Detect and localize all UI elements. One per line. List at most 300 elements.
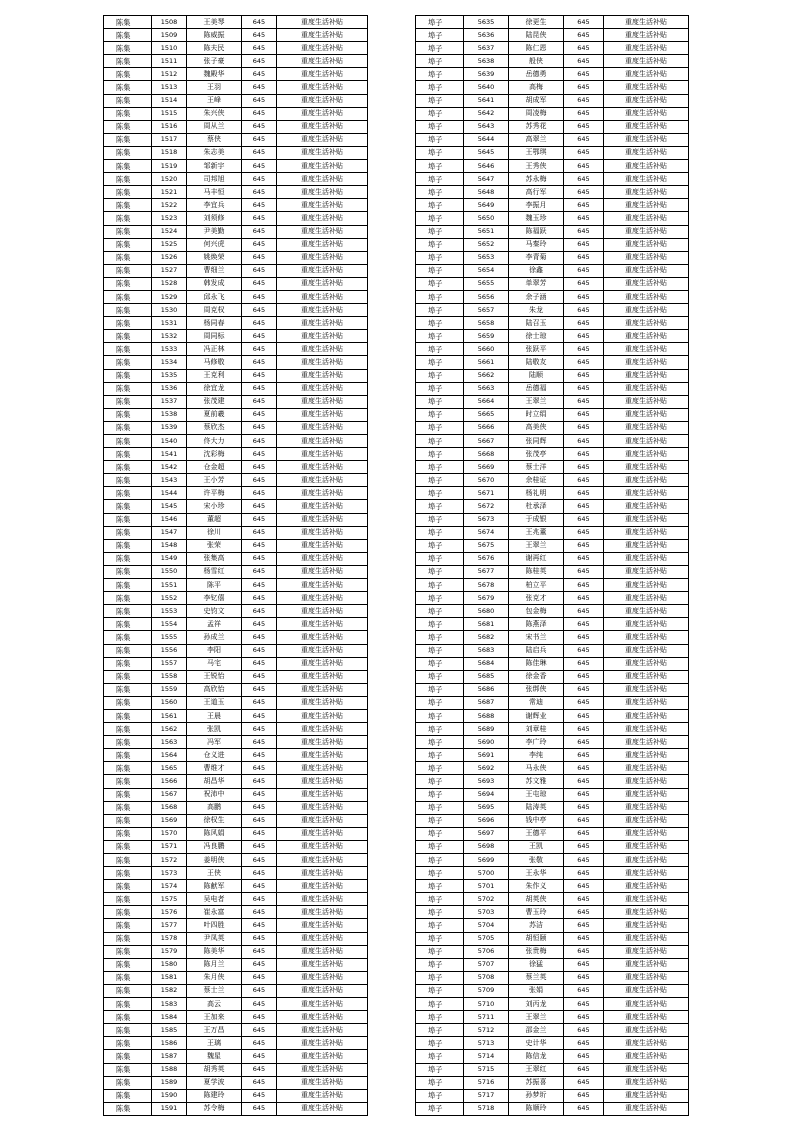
amount-cell: 645 [242,1024,277,1037]
amount-cell: 645 [564,906,604,919]
amount-cell: 645 [242,81,277,94]
table-row [416,814,689,827]
table-row [416,696,689,709]
amount-cell: 645 [564,854,604,867]
amount-cell: 645 [564,788,604,801]
town-cell: 埠子 [416,1011,464,1024]
town-cell: 陈集 [104,880,152,893]
town-cell: 陈集 [104,644,152,657]
amount-cell: 645 [564,971,604,984]
name-cell: 马宅 [187,657,242,670]
id-cell: 1509 [152,29,187,42]
table-row [104,1050,368,1063]
name-cell: 陆涛英 [509,801,564,814]
table-row [416,513,689,526]
table-row [104,827,368,840]
id-cell: 1514 [152,94,187,107]
amount-cell: 645 [564,696,604,709]
id-cell: 5701 [464,880,509,893]
name-cell: 高鹏 [187,801,242,814]
subsidy-type-cell: 重度生活补贴 [277,984,368,997]
town-cell: 陈集 [104,618,152,631]
id-cell: 1519 [152,160,187,173]
name-cell: 张子豪 [187,55,242,68]
subsidy-type-cell: 重度生活补贴 [604,605,689,618]
subsidy-type-cell: 重度生活补贴 [277,906,368,919]
name-cell: 史计华 [509,1037,564,1050]
id-cell: 1565 [152,762,187,775]
amount-cell: 645 [242,238,277,251]
subsidy-type-cell: 重度生活补贴 [604,160,689,173]
town-cell: 埠子 [416,723,464,736]
amount-cell: 645 [564,435,604,448]
table-row [104,81,368,94]
amount-cell: 645 [242,1089,277,1102]
amount-cell: 645 [564,592,604,605]
amount-cell: 645 [242,998,277,1011]
town-cell: 陈集 [104,107,152,120]
amount-cell: 645 [564,513,604,526]
id-cell: 5696 [464,814,509,827]
subsidy-type-cell: 重度生活补贴 [604,55,689,68]
id-cell: 1576 [152,906,187,919]
name-cell: 张跃平 [509,343,564,356]
id-cell: 1525 [152,238,187,251]
subsidy-type-cell: 重度生活补贴 [604,762,689,775]
name-cell: 王凯 [509,840,564,853]
subsidy-type-cell: 重度生活补贴 [604,304,689,317]
town-cell: 埠子 [416,277,464,290]
table-row [416,55,689,68]
subsidy-type-cell: 重度生活补贴 [604,264,689,277]
table-row [104,971,368,984]
amount-cell: 645 [564,801,604,814]
id-cell: 1522 [152,199,187,212]
table-row [416,382,689,395]
amount-cell: 645 [564,1102,604,1115]
table-row [104,369,368,382]
subsidy-type-cell: 重度生活补贴 [604,421,689,434]
id-cell: 5643 [464,120,509,133]
id-cell: 1566 [152,775,187,788]
subsidy-type-cell: 重度生活补贴 [604,801,689,814]
name-cell: 岳德勇 [509,68,564,81]
id-cell: 1575 [152,893,187,906]
town-cell: 陈集 [104,579,152,592]
amount-cell: 645 [242,762,277,775]
table-row [416,225,689,238]
amount-cell: 645 [564,775,604,788]
town-cell: 陈集 [104,461,152,474]
town-cell: 埠子 [416,330,464,343]
town-cell: 埠子 [416,369,464,382]
subsidy-type-cell: 重度生活补贴 [604,919,689,932]
name-cell: 苏令梅 [187,1102,242,1115]
town-cell: 陈集 [104,631,152,644]
table-row [416,251,689,264]
town-cell: 陈集 [104,264,152,277]
town-cell: 埠子 [416,945,464,958]
id-cell: 5710 [464,998,509,1011]
town-cell: 埠子 [416,867,464,880]
id-cell: 1512 [152,68,187,81]
subsidy-type-cell: 重度生活补贴 [277,435,368,448]
subsidy-type-cell: 重度生活补贴 [277,526,368,539]
amount-cell: 645 [242,971,277,984]
amount-cell: 645 [242,251,277,264]
town-cell: 埠子 [416,592,464,605]
table-row [104,277,368,290]
id-cell: 1508 [152,16,187,29]
town-cell: 埠子 [416,474,464,487]
subsidy-type-cell: 重度生活补贴 [604,94,689,107]
amount-cell: 645 [242,212,277,225]
amount-cell: 645 [564,461,604,474]
amount-cell: 645 [242,919,277,932]
subsidy-type-cell: 重度生活补贴 [277,395,368,408]
table-row [416,369,689,382]
id-cell: 5675 [464,539,509,552]
amount-cell: 645 [242,199,277,212]
town-cell: 埠子 [416,500,464,513]
town-cell: 陈集 [104,539,152,552]
id-cell: 5702 [464,893,509,906]
id-cell: 5663 [464,382,509,395]
amount-cell: 645 [564,670,604,683]
name-cell: 张绑侠 [509,683,564,696]
town-cell: 埠子 [416,984,464,997]
name-cell: 司邦旭 [187,173,242,186]
amount-cell: 645 [564,160,604,173]
town-cell: 陈集 [104,854,152,867]
table-row [104,788,368,801]
amount-cell: 645 [564,1011,604,1024]
subsidy-type-cell: 重度生活补贴 [277,55,368,68]
table-row [416,304,689,317]
amount-cell: 645 [242,120,277,133]
table-row [416,435,689,448]
id-cell: 5639 [464,68,509,81]
subsidy-type-cell: 重度生活补贴 [277,579,368,592]
amount-cell: 645 [242,893,277,906]
subsidy-type-cell: 重度生活补贴 [604,565,689,578]
subsidy-type-cell: 重度生活补贴 [604,120,689,133]
subsidy-type-cell: 重度生活补贴 [604,435,689,448]
name-cell: 韩发成 [187,277,242,290]
amount-cell: 645 [242,605,277,618]
amount-cell: 645 [564,919,604,932]
name-cell: 高美侠 [509,421,564,434]
amount-cell: 645 [242,788,277,801]
subsidy-type-cell: 重度生活补贴 [277,998,368,1011]
table-row [104,1063,368,1076]
subsidy-type-cell: 重度生活补贴 [604,212,689,225]
name-cell: 王屯琼 [509,788,564,801]
amount-cell: 645 [564,683,604,696]
table-row [104,683,368,696]
id-cell: 1587 [152,1050,187,1063]
table-row [104,958,368,971]
table-row [104,1076,368,1089]
town-cell: 陈集 [104,867,152,880]
name-cell: 陈威振 [187,29,242,42]
id-cell: 1531 [152,317,187,330]
subsidy-type-cell: 重度生活补贴 [277,369,368,382]
amount-cell: 645 [242,854,277,867]
id-cell: 1520 [152,173,187,186]
name-cell: 陈美华 [187,945,242,958]
town-cell: 埠子 [416,788,464,801]
name-cell: 何兴虎 [187,238,242,251]
amount-cell: 645 [564,81,604,94]
table-row [104,1089,368,1102]
amount-cell: 645 [242,579,277,592]
id-cell: 5699 [464,854,509,867]
id-cell: 5638 [464,55,509,68]
table-row [416,317,689,330]
subsidy-type-cell: 重度生活补贴 [604,382,689,395]
name-cell: 马丰恒 [187,186,242,199]
town-cell: 埠子 [416,421,464,434]
name-cell: 陆昆侠 [509,29,564,42]
subsidy-type-cell: 重度生活补贴 [277,932,368,945]
table-row [104,631,368,644]
id-cell: 1577 [152,919,187,932]
table-row [104,186,368,199]
id-cell: 1524 [152,225,187,238]
name-cell: 陈信龙 [509,1050,564,1063]
subsidy-type-cell: 重度生活补贴 [277,814,368,827]
town-cell: 陈集 [104,526,152,539]
subsidy-type-cell: 重度生活补贴 [277,605,368,618]
name-cell: 祝沛中 [187,788,242,801]
name-cell: 蔡士洋 [509,461,564,474]
subsidy-type-cell: 重度生活补贴 [277,709,368,722]
table-row [416,867,689,880]
subsidy-type-cell: 重度生活补贴 [604,854,689,867]
name-cell: 高行军 [509,186,564,199]
town-cell: 埠子 [416,526,464,539]
id-cell: 1548 [152,539,187,552]
amount-cell: 645 [242,1063,277,1076]
name-cell: 陈桂英 [509,565,564,578]
town-cell: 陈集 [104,120,152,133]
name-cell: 邵金兰 [509,1024,564,1037]
name-cell: 张茂建 [187,395,242,408]
id-cell: 5703 [464,906,509,919]
amount-cell: 645 [564,94,604,107]
subsidy-type-cell: 重度生活补贴 [604,16,689,29]
subsidy-type-cell: 重度生活补贴 [277,225,368,238]
amount-cell: 645 [564,146,604,159]
id-cell: 5689 [464,723,509,736]
town-cell: 埠子 [416,199,464,212]
amount-cell: 645 [242,16,277,29]
id-cell: 5647 [464,173,509,186]
name-cell: 高翠兰 [509,133,564,146]
name-cell: 胡秀英 [187,1063,242,1076]
amount-cell: 645 [242,801,277,814]
id-cell: 5700 [464,867,509,880]
amount-cell: 645 [564,290,604,303]
table-row [104,435,368,448]
town-cell: 埠子 [416,579,464,592]
subsidy-type-cell: 重度生活补贴 [277,539,368,552]
subsidy-type-cell: 重度生活补贴 [277,160,368,173]
subsidy-type-cell: 重度生活补贴 [604,1037,689,1050]
table-row [416,827,689,840]
table-row [104,696,368,709]
name-cell: 徐猛 [509,958,564,971]
amount-cell: 645 [242,395,277,408]
id-cell: 5680 [464,605,509,618]
subsidy-type-cell: 重度生活补贴 [277,238,368,251]
name-cell: 刘须修 [187,212,242,225]
id-cell: 5677 [464,565,509,578]
name-cell: 冯军 [187,736,242,749]
town-cell: 埠子 [416,120,464,133]
town-cell: 埠子 [416,696,464,709]
town-cell: 陈集 [104,500,152,513]
subsidy-type-cell: 重度生活补贴 [277,945,368,958]
town-cell: 陈集 [104,395,152,408]
amount-cell: 645 [242,1011,277,1024]
table-row [104,251,368,264]
town-cell: 埠子 [416,408,464,421]
id-cell: 1529 [152,290,187,303]
town-cell: 陈集 [104,998,152,1011]
subsidy-type-cell: 重度生活补贴 [604,369,689,382]
table-row [104,330,368,343]
amount-cell: 645 [242,814,277,827]
table-row [416,762,689,775]
name-cell: 陆敬友 [509,356,564,369]
amount-cell: 645 [564,421,604,434]
id-cell: 5655 [464,277,509,290]
id-cell: 5695 [464,801,509,814]
table-row [416,683,689,696]
table-row [104,526,368,539]
table-row [104,29,368,42]
id-cell: 1546 [152,513,187,526]
table-row [104,775,368,788]
name-cell: 张贵梅 [509,945,564,958]
id-cell: 5656 [464,290,509,303]
id-cell: 1579 [152,945,187,958]
subsidy-type-cell: 重度生活补贴 [277,1063,368,1076]
name-cell: 陈献军 [187,880,242,893]
subsidy-type-cell: 重度生活补贴 [604,395,689,408]
id-cell: 1561 [152,709,187,722]
name-cell: 高云 [187,998,242,1011]
table-row [104,120,368,133]
table-row [104,919,368,932]
subsidy-type-cell: 重度生活补贴 [277,657,368,670]
name-cell: 马永侠 [509,762,564,775]
name-cell: 杨同春 [187,317,242,330]
table-row [416,854,689,867]
name-cell: 高欣怡 [187,683,242,696]
table-row [104,801,368,814]
town-cell: 埠子 [416,461,464,474]
amount-cell: 645 [564,173,604,186]
subsidy-type-cell: 重度生活补贴 [604,330,689,343]
table-row [416,801,689,814]
subsidy-type-cell: 重度生活补贴 [277,42,368,55]
town-cell: 埠子 [416,146,464,159]
subsidy-type-cell: 重度生活补贴 [604,984,689,997]
subsidy-type-cell: 重度生活补贴 [604,513,689,526]
name-cell: 邱永飞 [187,290,242,303]
table-row [416,919,689,932]
amount-cell: 645 [242,657,277,670]
id-cell: 5664 [464,395,509,408]
table-row [104,1024,368,1037]
name-cell: 王侠 [187,867,242,880]
town-cell: 埠子 [416,1089,464,1102]
town-cell: 埠子 [416,107,464,120]
town-cell: 埠子 [416,343,464,356]
amount-cell: 645 [242,880,277,893]
subsidy-type-cell: 重度生活补贴 [277,264,368,277]
table-row [416,932,689,945]
table-row [104,762,368,775]
table-row [416,448,689,461]
table-row [104,906,368,919]
amount-cell: 645 [564,736,604,749]
amount-cell: 645 [242,1050,277,1063]
table-row [416,775,689,788]
town-cell: 埠子 [416,42,464,55]
subsidy-type-cell: 重度生活补贴 [604,552,689,565]
name-cell: 崔永富 [187,906,242,919]
amount-cell: 645 [242,42,277,55]
subsidy-type-cell: 重度生活补贴 [277,840,368,853]
table-row [416,723,689,736]
town-cell: 埠子 [416,186,464,199]
name-cell: 邹新宇 [187,160,242,173]
table-row [104,146,368,159]
amount-cell: 645 [242,448,277,461]
name-cell: 仓金超 [187,461,242,474]
subsidy-type-cell: 重度生活补贴 [604,526,689,539]
table-row [416,120,689,133]
amount-cell: 645 [564,212,604,225]
name-cell: 单翠芳 [509,277,564,290]
subsidy-type-cell: 重度生活补贴 [277,146,368,159]
town-cell: 陈集 [104,304,152,317]
id-cell: 5713 [464,1037,509,1050]
town-cell: 埠子 [416,487,464,500]
name-cell: 曹维才 [187,762,242,775]
subsidy-type-cell: 重度生活补贴 [604,107,689,120]
amount-cell: 645 [242,932,277,945]
amount-cell: 645 [564,867,604,880]
town-cell: 陈集 [104,251,152,264]
name-cell: 王万昌 [187,1024,242,1037]
subsidy-type-cell: 重度生活补贴 [277,552,368,565]
table-row [416,290,689,303]
amount-cell: 645 [242,906,277,919]
subsidy-type-cell: 重度生活补贴 [604,173,689,186]
table-row [416,618,689,631]
table-row [416,421,689,434]
name-cell: 吴电者 [187,893,242,906]
table-row [416,461,689,474]
town-cell: 陈集 [104,343,152,356]
name-cell: 陆顺 [509,369,564,382]
town-cell: 陈集 [104,448,152,461]
